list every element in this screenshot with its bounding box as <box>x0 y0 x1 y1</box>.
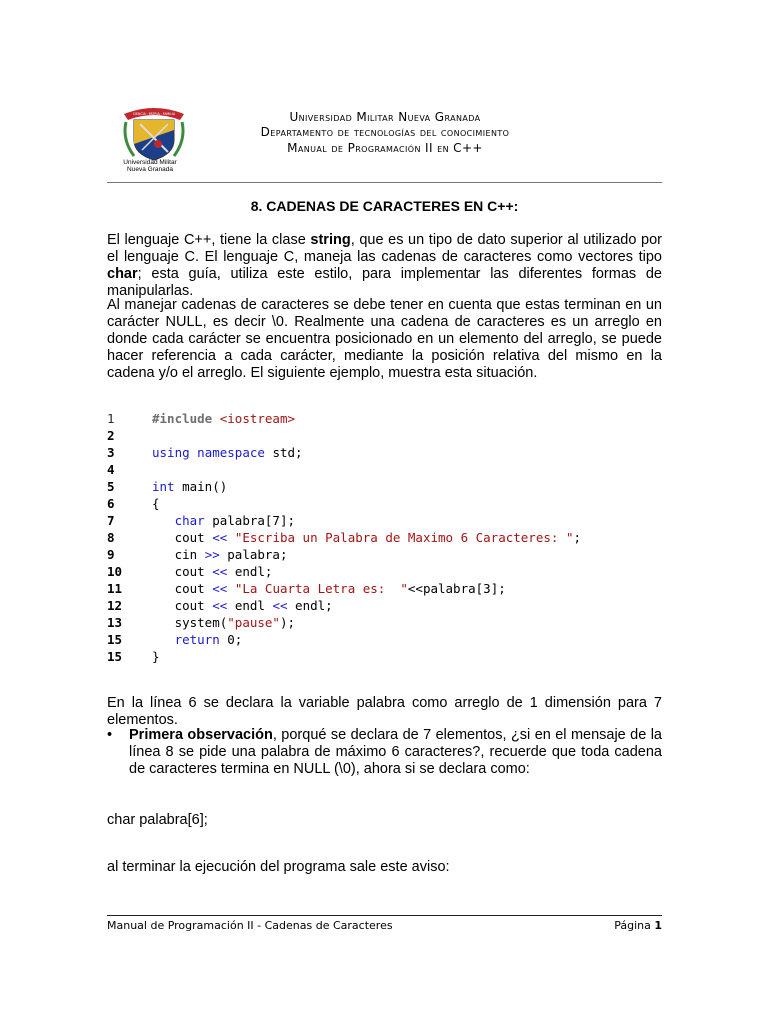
paragraph-intro <box>107 232 662 300</box>
paragraph-null: Al manejar cadenas de caracteres se debe tener en cuenta que estas terminan en un carácter NULL, es decir \0. Realmente una cadena de caracteres es un arreglo en donde cada carácter se encuentra posicionado en un elemento del arreglo, se puede hacer referencia a cada carácter, mediante la posición relativa del mismo en la cadena y/o el arreglo. El siguiente ejemplo, muestra esta situación. <box>107 297 662 381</box>
line-number: 1 <box>107 411 115 426</box>
logo-caption-line2: Nueva Granada <box>127 166 173 173</box>
logo-caption-line1: Universidad Militar <box>123 159 177 166</box>
line-number: 15 <box>107 649 123 664</box>
paragraph-declaration: char palabra[6]; <box>107 812 208 828</box>
code-text: endl; <box>234 564 273 579</box>
code-operator: << <box>272 598 288 613</box>
code-keyword: return <box>174 632 220 647</box>
paragraph-line6: En la línea 6 se declara la variable palabra como arreglo de 1 dimensión para 7 elementos. <box>107 695 662 728</box>
code-keyword: char <box>174 513 205 528</box>
code-line <box>107 614 295 631</box>
code-line <box>107 631 242 648</box>
header-manual: Manual de Programación II en C++ <box>287 141 483 155</box>
code-text: } <box>152 649 160 664</box>
code-operator: >> <box>204 547 220 562</box>
line-number: 10 <box>107 564 123 579</box>
line-number: 15 <box>107 632 123 647</box>
page-footer <box>107 919 662 932</box>
line-number: 3 <box>107 445 115 460</box>
line-number: 11 <box>107 581 123 596</box>
code-text: endl; <box>295 598 333 613</box>
code-line <box>107 410 295 427</box>
code-text: palabra; <box>227 547 288 562</box>
code-text: cout <box>174 581 205 596</box>
code-line <box>107 495 160 512</box>
code-line <box>107 580 506 597</box>
line-number: 2 <box>107 428 115 443</box>
code-keyword: namespace <box>197 445 265 460</box>
code-line <box>107 512 295 529</box>
observation-text: , porqué se declara de 7 elementos, ¿si en el mensaje de la línea 8 se pide una palabra de máximo 6 caracteres?, recuerde que toda cadena de caracteres termina en NULL (\0), ahora si se declara como: <box>129 727 662 777</box>
code-line <box>107 444 303 461</box>
code-line <box>107 597 333 614</box>
code-keyword: int <box>152 479 175 494</box>
line-number: 5 <box>107 479 115 494</box>
code-text: endl <box>234 598 265 613</box>
code-operator: << <box>212 530 228 545</box>
intro-text-c: , que es un tipo de dato superior al utilizado por el lenguaje C. El lenguaje C, maneja las cadenas de caracteres como vectores tipo <box>107 232 663 265</box>
line-number: 13 <box>107 615 123 630</box>
code-text: cin <box>174 547 198 562</box>
footer-divider <box>107 915 662 916</box>
code-operator: << <box>212 564 228 579</box>
code-text: <<palabra[3]; <box>407 581 506 596</box>
line-number: 8 <box>107 530 115 545</box>
header-university: Universidad Militar Nueva Granada <box>289 110 481 124</box>
code-text: cout <box>174 598 205 613</box>
crest-ribbon-text: CIENCIA · PATRIA · FAMILIA <box>132 112 176 116</box>
code-text: std; <box>272 445 303 460</box>
code-text: { <box>152 496 160 511</box>
code-line <box>107 427 152 444</box>
line-number: 9 <box>107 547 115 562</box>
section-title: 8. CADENAS DE CARACTERES EN C++: <box>250 198 519 214</box>
code-text: cout <box>174 530 205 545</box>
code-include: <iostream> <box>219 411 296 426</box>
code-string: "pause" <box>227 615 280 630</box>
crest-laurel-left <box>125 122 134 156</box>
code-string: "Escriba un Palabra de Maximo 6 Caracteres: " <box>234 530 574 545</box>
code-text: system( <box>174 615 228 630</box>
crest-emblem <box>154 140 162 148</box>
logo-caption <box>106 159 194 173</box>
line-number: 12 <box>107 598 123 613</box>
paragraph-observation <box>129 727 662 778</box>
line-number: 7 <box>107 513 115 528</box>
line-number: 6 <box>107 496 115 511</box>
code-line <box>107 478 227 495</box>
code-line <box>107 563 272 580</box>
header-divider <box>107 182 662 183</box>
code-operator: << <box>212 581 228 596</box>
code-text: cout <box>174 564 205 579</box>
code-operator: << <box>212 598 228 613</box>
code-line <box>107 648 160 665</box>
code-preprocessor: #include <box>152 411 213 426</box>
observation-title: Primera observación <box>129 727 273 743</box>
code-text: palabra[7]; <box>212 513 296 528</box>
code-line <box>107 461 152 478</box>
intro-string-keyword: string <box>310 232 351 248</box>
footer-page <box>614 919 662 932</box>
bullet-marker: • <box>107 727 113 743</box>
intro-char-keyword: char <box>107 266 138 282</box>
code-text: 0; <box>227 632 243 647</box>
page-label: Página <box>614 919 651 932</box>
code-string: "La Cuarta Letra es: " <box>234 581 408 596</box>
code-line <box>107 546 288 563</box>
code-text: ; <box>573 530 581 545</box>
line-number: 4 <box>107 462 115 477</box>
code-keyword: using <box>152 445 190 460</box>
code-text: ); <box>279 615 296 630</box>
footer-title: Manual de Programación II - Cadenas de Caracteres <box>107 919 393 932</box>
intro-text-e: ; esta guía, utiliza este estilo, para implementar las diferentes formas de manipularlas. <box>107 266 662 299</box>
page-number: 1 <box>654 919 662 932</box>
code-line <box>107 529 581 546</box>
code-text: main() <box>182 479 228 494</box>
paragraph-warning: al terminar la ejecución del programa sale este aviso: <box>107 859 450 875</box>
crest-laurel-right <box>174 122 183 156</box>
header-department: Departamento de tecnologías del conocimiento <box>260 125 510 139</box>
intro-text-a: El lenguaje C++, tiene la clase <box>107 232 311 248</box>
